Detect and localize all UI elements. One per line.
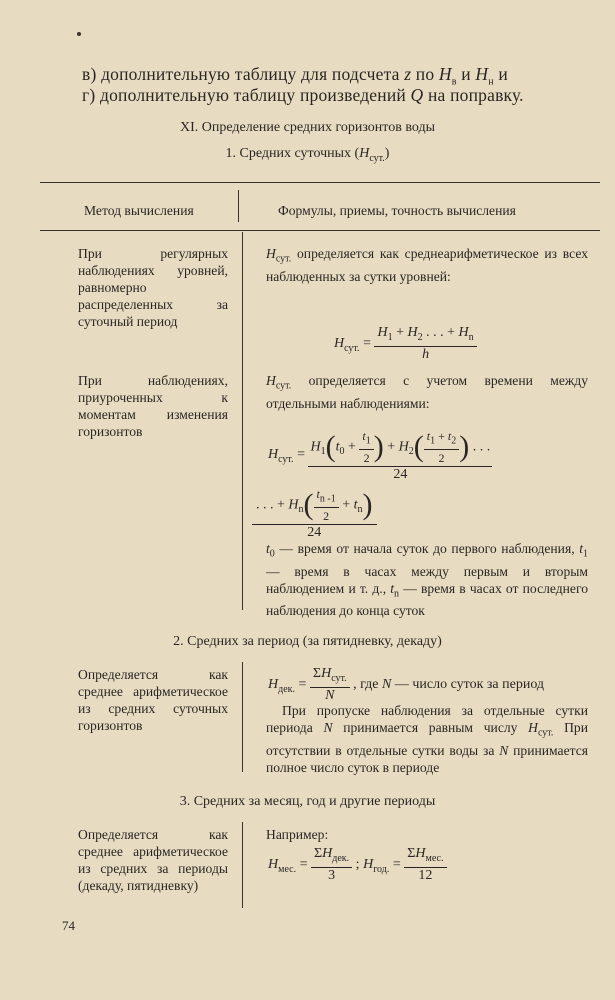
row4-method: Определяется как среднее арифметическое из средних за периоды (декаду, пятидневку) xyxy=(78,827,228,893)
row1-description: $H_{сут.}$ определяется как среднеарифметическое из всех наблюденных за сутки уровней: xyxy=(266,246,588,284)
ink-spot xyxy=(77,32,81,36)
col1-header: Метод вычисления xyxy=(84,203,194,218)
row2-note: $t_0$ — время от начала суток до первого наблюдения, $t_1$ — время в часах между первым и вторым наблюдением и т. д., $t_n$ — время в часах от последнего наблюдения до конца суток xyxy=(266,541,588,619)
section-title: XI. Определение средних горизонтов воды xyxy=(179,120,435,135)
table-top-rule xyxy=(40,182,600,183)
header-divider xyxy=(238,190,239,222)
formula-daily-mean: $H_{сут.}$ = $\frac{H_1 + H_2 . . . + H_n}{h}$ xyxy=(334,325,477,363)
row1-method: При регулярных наблюдениях уровней, равномерно распределенных за суточный период xyxy=(78,246,228,329)
subsection-title-2: 2. Средних за период (за пятидневку, декаду) xyxy=(173,634,442,649)
column-divider-1 xyxy=(242,232,243,610)
column-divider-3 xyxy=(242,822,243,908)
formula-month-year-mean: $H_{мес.}$ = $\frac{\Sigma H_{дек.}}{3}$ ; $H_{год.}$ = $\frac{\Sigma H_{мес.}}{12}$ xyxy=(268,846,447,884)
subsection-title-1: 1. Средних суточных $(H_{сут.})$ xyxy=(225,146,390,164)
row2-method: При наблюдениях, приуроченных к моментам изменения горизонтов xyxy=(78,373,228,439)
intro-line-v: в) дополнительную таблицу для подсчета z по $H_в$ и $H_н$ и xyxy=(82,64,508,88)
row2-description: $H_{сут.}$ определяется с учетом времени между отдельными наблюдениями: xyxy=(266,373,588,411)
formula-period-mean: $H_{дек.}$ = $\frac{\Sigma H_{сут.}}{N}$ , где N — число суток за период xyxy=(268,666,545,703)
subsection-title-3: 3. Средних за месяц, год и другие периоды xyxy=(179,794,436,809)
intro-line-g: г) дополнительную таблицу произведений Q на поправку. xyxy=(82,85,524,105)
row4-example-label: Например: xyxy=(266,827,329,842)
row3-note: При пропуске наблюдения за отдельные сутки периода N принимается равным числу $H_{сут.}$ При отсутствии в отдельные сутки воды за N принимается полное число суток в периоде xyxy=(266,703,588,775)
formula-weighted-mean-continued: . . . + $H_n$( $\frac{t_{n -1}}{2}$ + $t_n$) 24 xyxy=(252,486,377,541)
row3-method: Определяется как среднее арифметическое из средних суточных горизонтов xyxy=(78,667,228,733)
col2-header: Формулы, приемы, точность вычисления xyxy=(278,203,516,218)
column-divider-2 xyxy=(242,662,243,772)
page-number: 74 xyxy=(62,918,75,933)
table-header-rule xyxy=(40,230,600,231)
formula-weighted-mean: $H_{сут.}$ = $H_1(t_0$ + $\frac{t_1}{2}$ ) + $H_2$( $\frac{t_1 + t_2}{2}$ ) . . . 24 xyxy=(268,429,491,483)
